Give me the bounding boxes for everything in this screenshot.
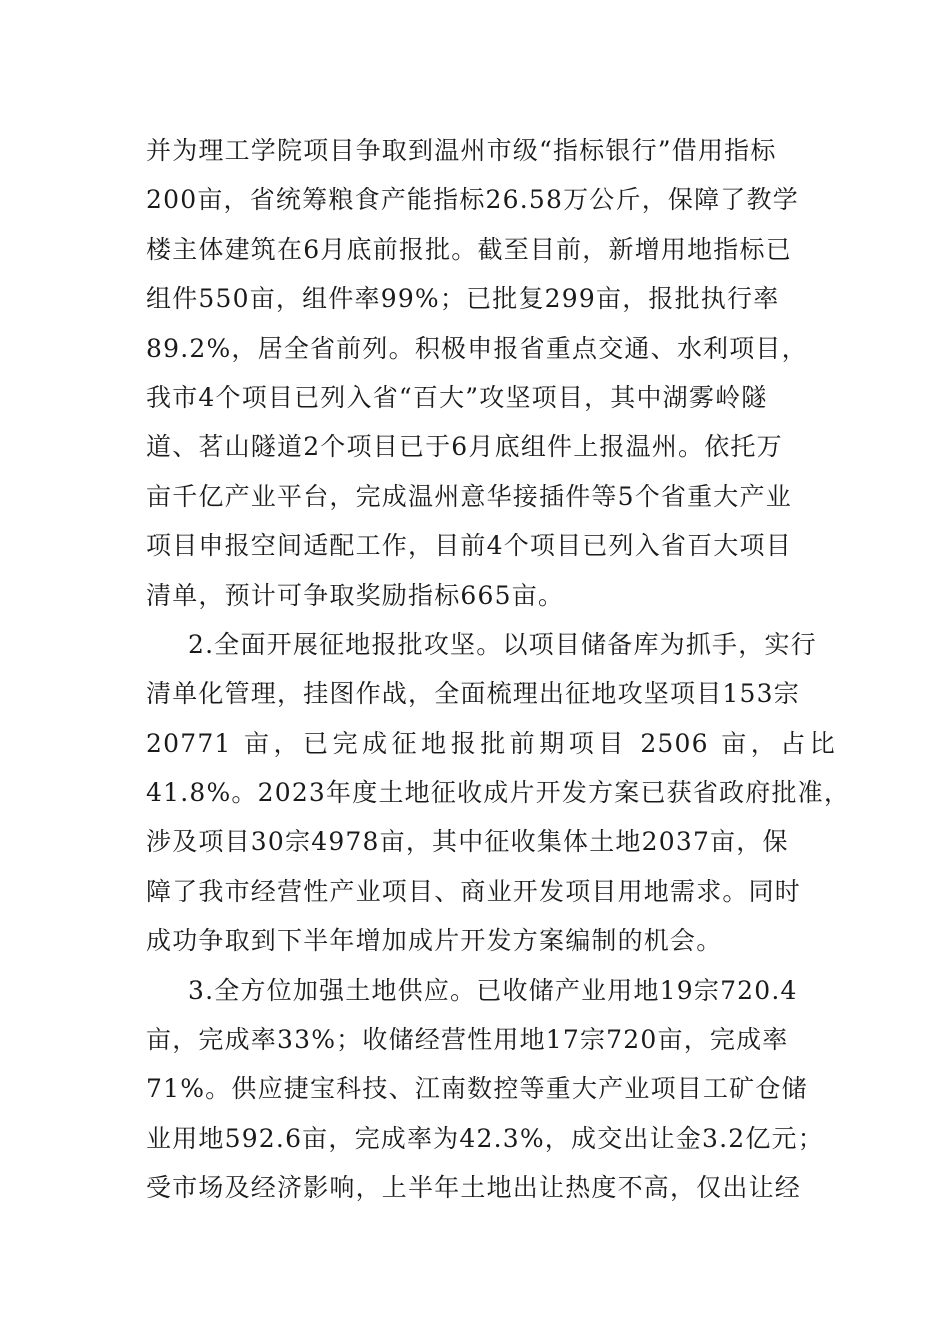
section-heading-line: 3.全方位加强土地供应。已收储产业用地19宗720.4 <box>188 975 798 1005</box>
document-body <box>146 126 851 1213</box>
text-line: 41.8%。2023年度土地征收成片开发方案已获省政府批准， <box>146 778 851 808</box>
text-line: 项目申报空间适配工作，目前4个项目已列入省百大项目 <box>146 531 792 561</box>
text-line: 障了我市经营性产业项目、商业开发项目用地需求。同时 <box>146 876 802 906</box>
text-line: 89.2%，居全省前列。积极申报省重点交通、水利项目， <box>146 333 808 363</box>
text-line: 组件550亩，组件率99%；已批复299亩，报批执行率 <box>146 284 780 314</box>
text-line: 业用地592.6亩，完成率为42.3%，成交出让金3.2亿元； <box>146 1123 824 1153</box>
text-line: 楼主体建筑在6月底前报批。截至目前，新增用地指标已 <box>146 234 792 264</box>
text-line: 71%。供应捷宝科技、江南数控等重大产业项目工矿仓储 <box>146 1074 808 1104</box>
text-line: 20771 亩，已完成征地报批前期项目 2506 亩，占比 <box>146 728 836 758</box>
text-line: 亩千亿产业平台，完成温州意华接插件等5个省重大产业 <box>146 481 792 511</box>
text-line: 清单，预计可争取奖励指标665亩。 <box>146 580 565 610</box>
section-heading-line: 2.全面开展征地报批攻坚。以项目储备库为抓手，实行 <box>188 629 817 659</box>
text-line: 道、茗山隧道2个项目已于6月底组件上报温州。依托万 <box>146 432 783 462</box>
text-line: 清单化管理，挂图作战，全面梳理出征地攻坚项目153宗 <box>146 679 800 709</box>
text-line: 受市场及经济影响，上半年土地出让热度不高，仅出让经 <box>146 1173 802 1203</box>
text-line: 200亩，省统筹粮食产能指标26.58万公斤，保障了教学 <box>146 185 799 215</box>
text-line: 并为理工学院项目争取到温州市级“指标银行”借用指标 <box>146 136 777 165</box>
text-line: 涉及项目30宗4978亩，其中征收集体土地2037亩，保 <box>146 827 789 857</box>
text-line: 我市4个项目已列入省“百大”攻坚项目，其中湖雾岭隧 <box>146 382 768 412</box>
text-line: 亩，完成率33%；收储经营性用地17宗720亩，完成率 <box>146 1025 789 1055</box>
text-line: 成功争取到下半年增加成片开发方案编制的机会。 <box>146 926 723 956</box>
